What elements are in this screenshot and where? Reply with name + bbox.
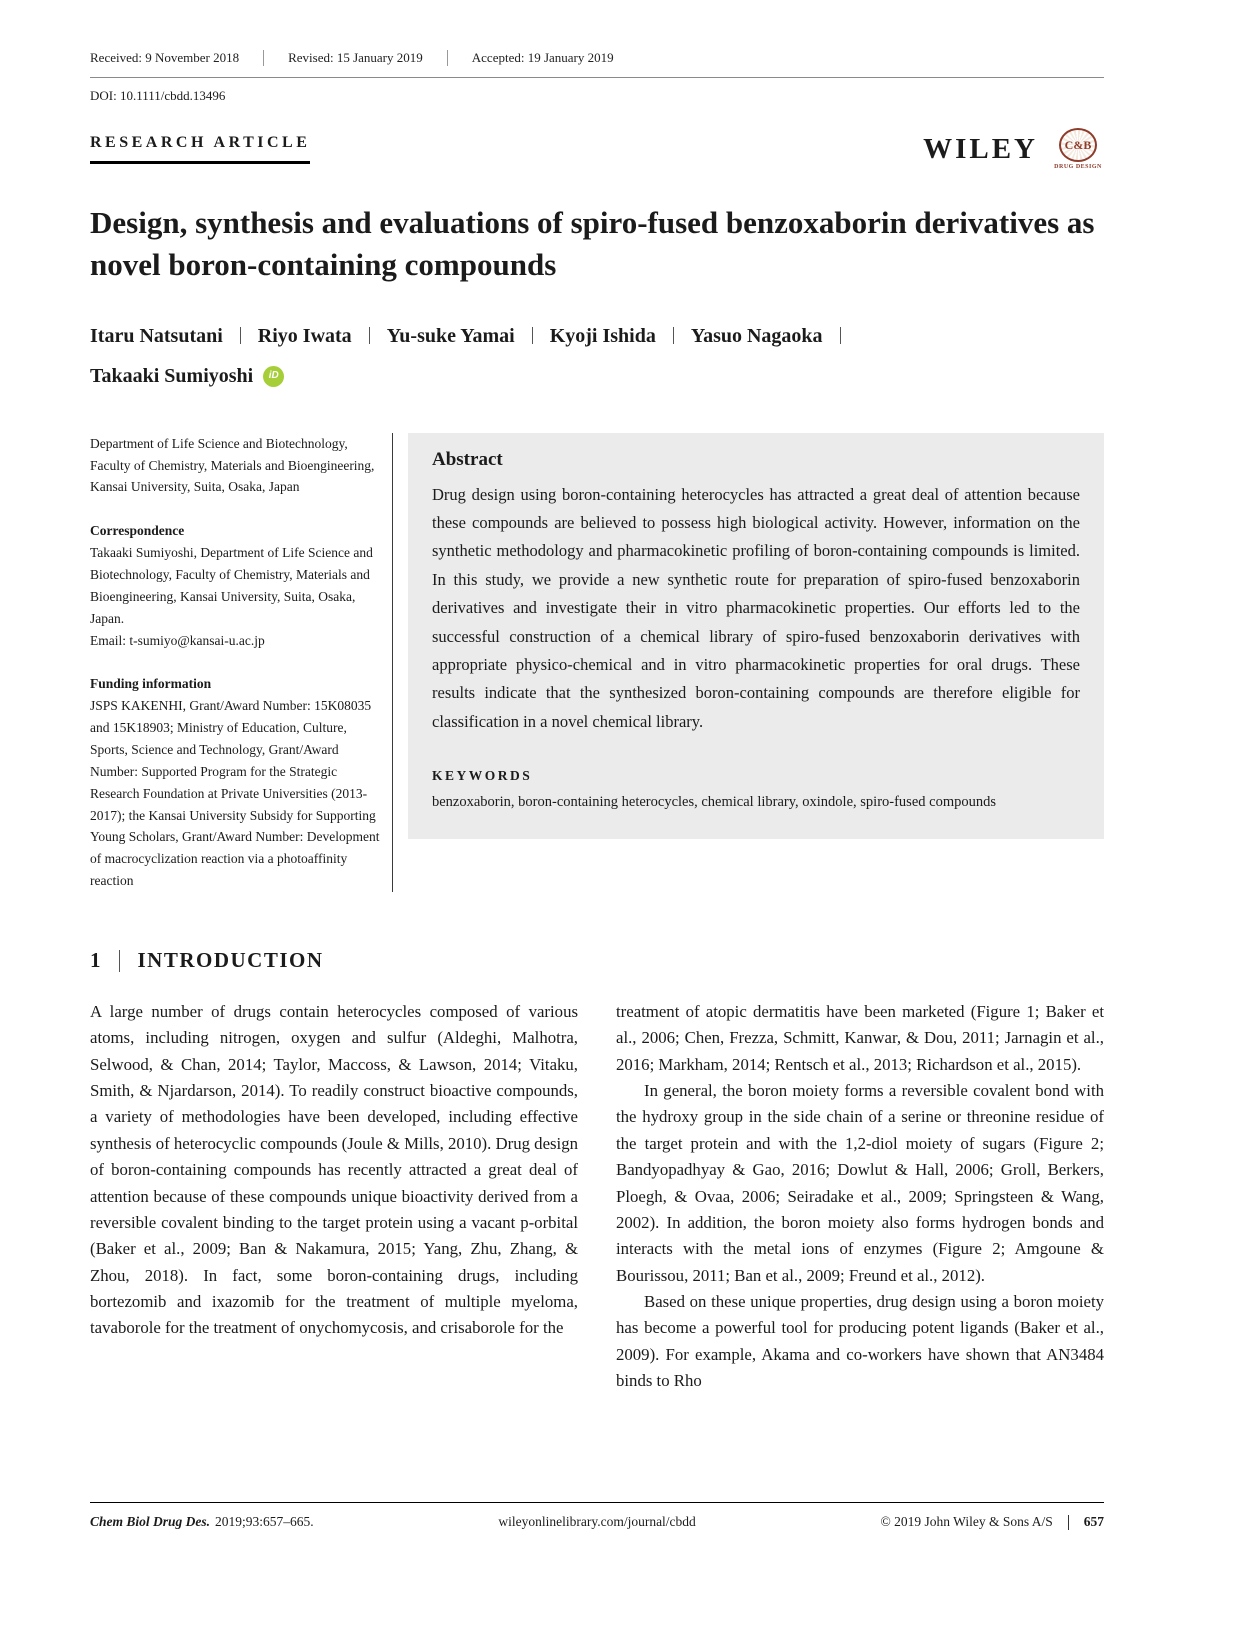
meta-bar: [90, 50, 1104, 66]
correspondence-text: Takaaki Sumiyoshi, Department of Life Science and Biotechnology, Faculty of Chemistry, Materials and Bioengineering, Kansai University, Suita, Osaka, Japan.: [90, 545, 373, 626]
journal-abbreviation: Chem Biol Drug Des.: [90, 1514, 211, 1529]
paragraph: A large number of drugs contain heterocycles composed of various atoms, including nitrogen, oxygen and sulfur (Aldeghi, Malhotra, Selwood, & Chan, 2014; Taylor, Maccoss, & Lawson, 2014; Vitaku, Smith, & Njardarson, 2014). To readily construct bioactive compounds, a variety of methodologies have been developed, including effective synthesis of heterocyclic compounds (Joule & Mills, 2010). Drug design of boron-containing compounds has recently attracted a great deal of attention because of these compounds unique bioactivity derived from a reversible covalent binding to the target protein using a vacant p-orbital (Baker et al., 2009; Ban & Nakamura, 2015; Yang, Zhu, Zhang, & Zhou, 2018). In fact, some boron-containing drugs, including bortezomib and ixazomib for the treatment of multiple myeloma, tavaborole for the treatment of onychomycosis, and crisaborole for the: [90, 1002, 578, 1338]
author-info-column: [90, 433, 382, 892]
separator-bar: [119, 950, 120, 972]
section-number: 1: [90, 948, 101, 973]
author-name: Itaru Natsutani: [90, 324, 223, 347]
author-name: Yasuo Nagaoka: [690, 324, 823, 347]
affiliation-text: Department of Life Science and Biotechnology, Faculty of Chemistry, Materials and Bioengineering, Kansai University, Suita, Osaka, Japan: [90, 435, 375, 495]
column-divider: [392, 433, 393, 892]
funding-heading: Funding information: [90, 676, 212, 692]
journal-logo-icon: C&B: [1059, 128, 1097, 162]
paragraph: In general, the boron moiety forms a reversible covalent bond with the hydroxy group in the side chain of a serine or threonine residue of the target protein and with the 1,2-diol moiety of sugars (Figure 2; Bandyopadhyay & Gao, 2016; Dowlut & Hall, 2006; Groll, Berkers, Ploegh, & Ovaa, 2006; Seiradake et al., 2009; Springsteen & Wang, 2002). In addition, the boron moiety also forms hydrogen bonds and interacts with the metal ions of enzymes (Figure 2; Amgoune & Bourissou, 2011; Ban et al., 2009; Freund et al., 2012).: [616, 1081, 1104, 1285]
intro-column-2: [616, 999, 1104, 1394]
info-abstract-row: [90, 433, 1104, 892]
journal-logo-caption: DRUG DESIGN: [1054, 164, 1102, 170]
authors-line-1: [90, 326, 1104, 346]
article-type-label: RESEARCH ARTICLE: [90, 134, 310, 164]
separator-bar: [840, 327, 841, 344]
paragraph: treatment of atopic dermatitis have been marketed (Figure 1; Baker et al., 2006; Chen, Frezza, Schmitt, Kanwar, & Dou, 2011; Jarnagin et al., 2016; Markham, 2014; Rentsch et al., 2013; Richardson et al., 2015).: [616, 1002, 1104, 1074]
abstract-text: Drug design using boron-containing heterocycles has attracted a great deal of attention because these compounds are believed to possess high biological activity. However, information on the synthetic methodology and pharmacokinetic profiling of boron-containing compounds is limited. In this study, we provide a new synthetic route for preparation of spiro-fused benzoxaborin derivatives and investigate their in vitro pharmacokinetic properties. Our efforts led to the successful construction of a chemical library of spiro-fused benzoxaborin derivatives with appropriate physico-chemical and in vitro pharmacokinetic properties for oral drugs. These results indicate that the synthesized boron-containing compounds are therefore eligible for classification in a novel chemical library.: [432, 484, 1080, 731]
wiley-logo: WILEY: [923, 132, 1038, 165]
separator-bar: [1068, 1515, 1069, 1530]
intro-column-1: [90, 999, 578, 1394]
footer-right: [881, 1514, 1105, 1530]
correspondence-heading: Correspondence: [90, 523, 185, 539]
separator-bar: [240, 327, 241, 344]
paragraph: Based on these unique properties, drug design using a boron moiety has become a powerful tool for producing potent ligands (Baker et al., 2009). For example, Akama and co-workers have shown that AN3484 binds to Rho: [616, 1291, 1104, 1391]
separator-bar: [532, 327, 533, 344]
separator-bar: [447, 50, 448, 66]
author-name: Kyoji Ishida: [549, 324, 656, 347]
authors-line-2: [90, 366, 1104, 387]
keywords-text: benzoxaborin, boron-containing heterocycles, chemical library, oxindole, spiro-fused compounds: [432, 794, 996, 811]
copyright-text: © 2019 John Wiley & Sons A/S: [880, 1514, 1053, 1529]
journal-url[interactable]: wileyonlinelibrary.com/journal/cbdd: [498, 1514, 696, 1529]
citation-text: 2019;93:657–665.: [215, 1514, 314, 1529]
orcid-icon[interactable]: iD: [263, 366, 284, 387]
section-heading-introduction: [90, 948, 1104, 973]
page-content: [90, 0, 1104, 1394]
brand-block: [923, 128, 1104, 170]
article-title: Design, synthesis and evaluations of spiro-fused benzoxaborin derivatives as novel boron-containing compounds: [90, 205, 1095, 282]
page-footer: [90, 1502, 1104, 1530]
email-link[interactable]: Email: t-sumiyo@kansai-u.ac.jp: [90, 632, 265, 648]
separator-bar: [263, 50, 264, 66]
author-name: Takaaki Sumiyoshi: [90, 365, 254, 388]
funding-text: JSPS KAKENHI, Grant/Award Number: 15K08035 and 15K18903; Ministry of Education, Culture, Sports, Science and Technology, Grant/Award Number: Supported Program for the Strategic Research Foundation at Private Universities (2013-2017); the Kansai University Subsidy for Supporting Young Scholars, Grant/Award Number: Development of macrocyclization reaction via a photoaffinity reaction: [90, 698, 380, 889]
introduction-body: [90, 999, 1104, 1394]
abstract-box: [408, 433, 1104, 839]
received-date: Received: 9 November 2018: [90, 50, 240, 65]
author-name: Riyo Iwata: [257, 324, 352, 347]
abstract-heading: Abstract: [432, 448, 503, 470]
separator-bar: [673, 327, 674, 344]
author-name: Yu-suke Yamai: [386, 324, 515, 347]
authors-block: [90, 326, 1104, 387]
keywords-heading: KEYWORDS: [432, 768, 533, 784]
footer-citation: [90, 1514, 314, 1530]
doi-text: DOI: 10.1111/cbdd.13496: [90, 88, 226, 103]
header-rule: [90, 77, 1104, 78]
journal-logo: [1052, 128, 1104, 170]
separator-bar: [369, 327, 370, 344]
header-row: [90, 134, 1104, 170]
revised-date: Revised: 15 January 2019: [288, 50, 423, 65]
page-number: 657: [1083, 1514, 1104, 1529]
accepted-date: Accepted: 19 January 2019: [471, 50, 614, 65]
section-title: INTRODUCTION: [137, 948, 324, 973]
